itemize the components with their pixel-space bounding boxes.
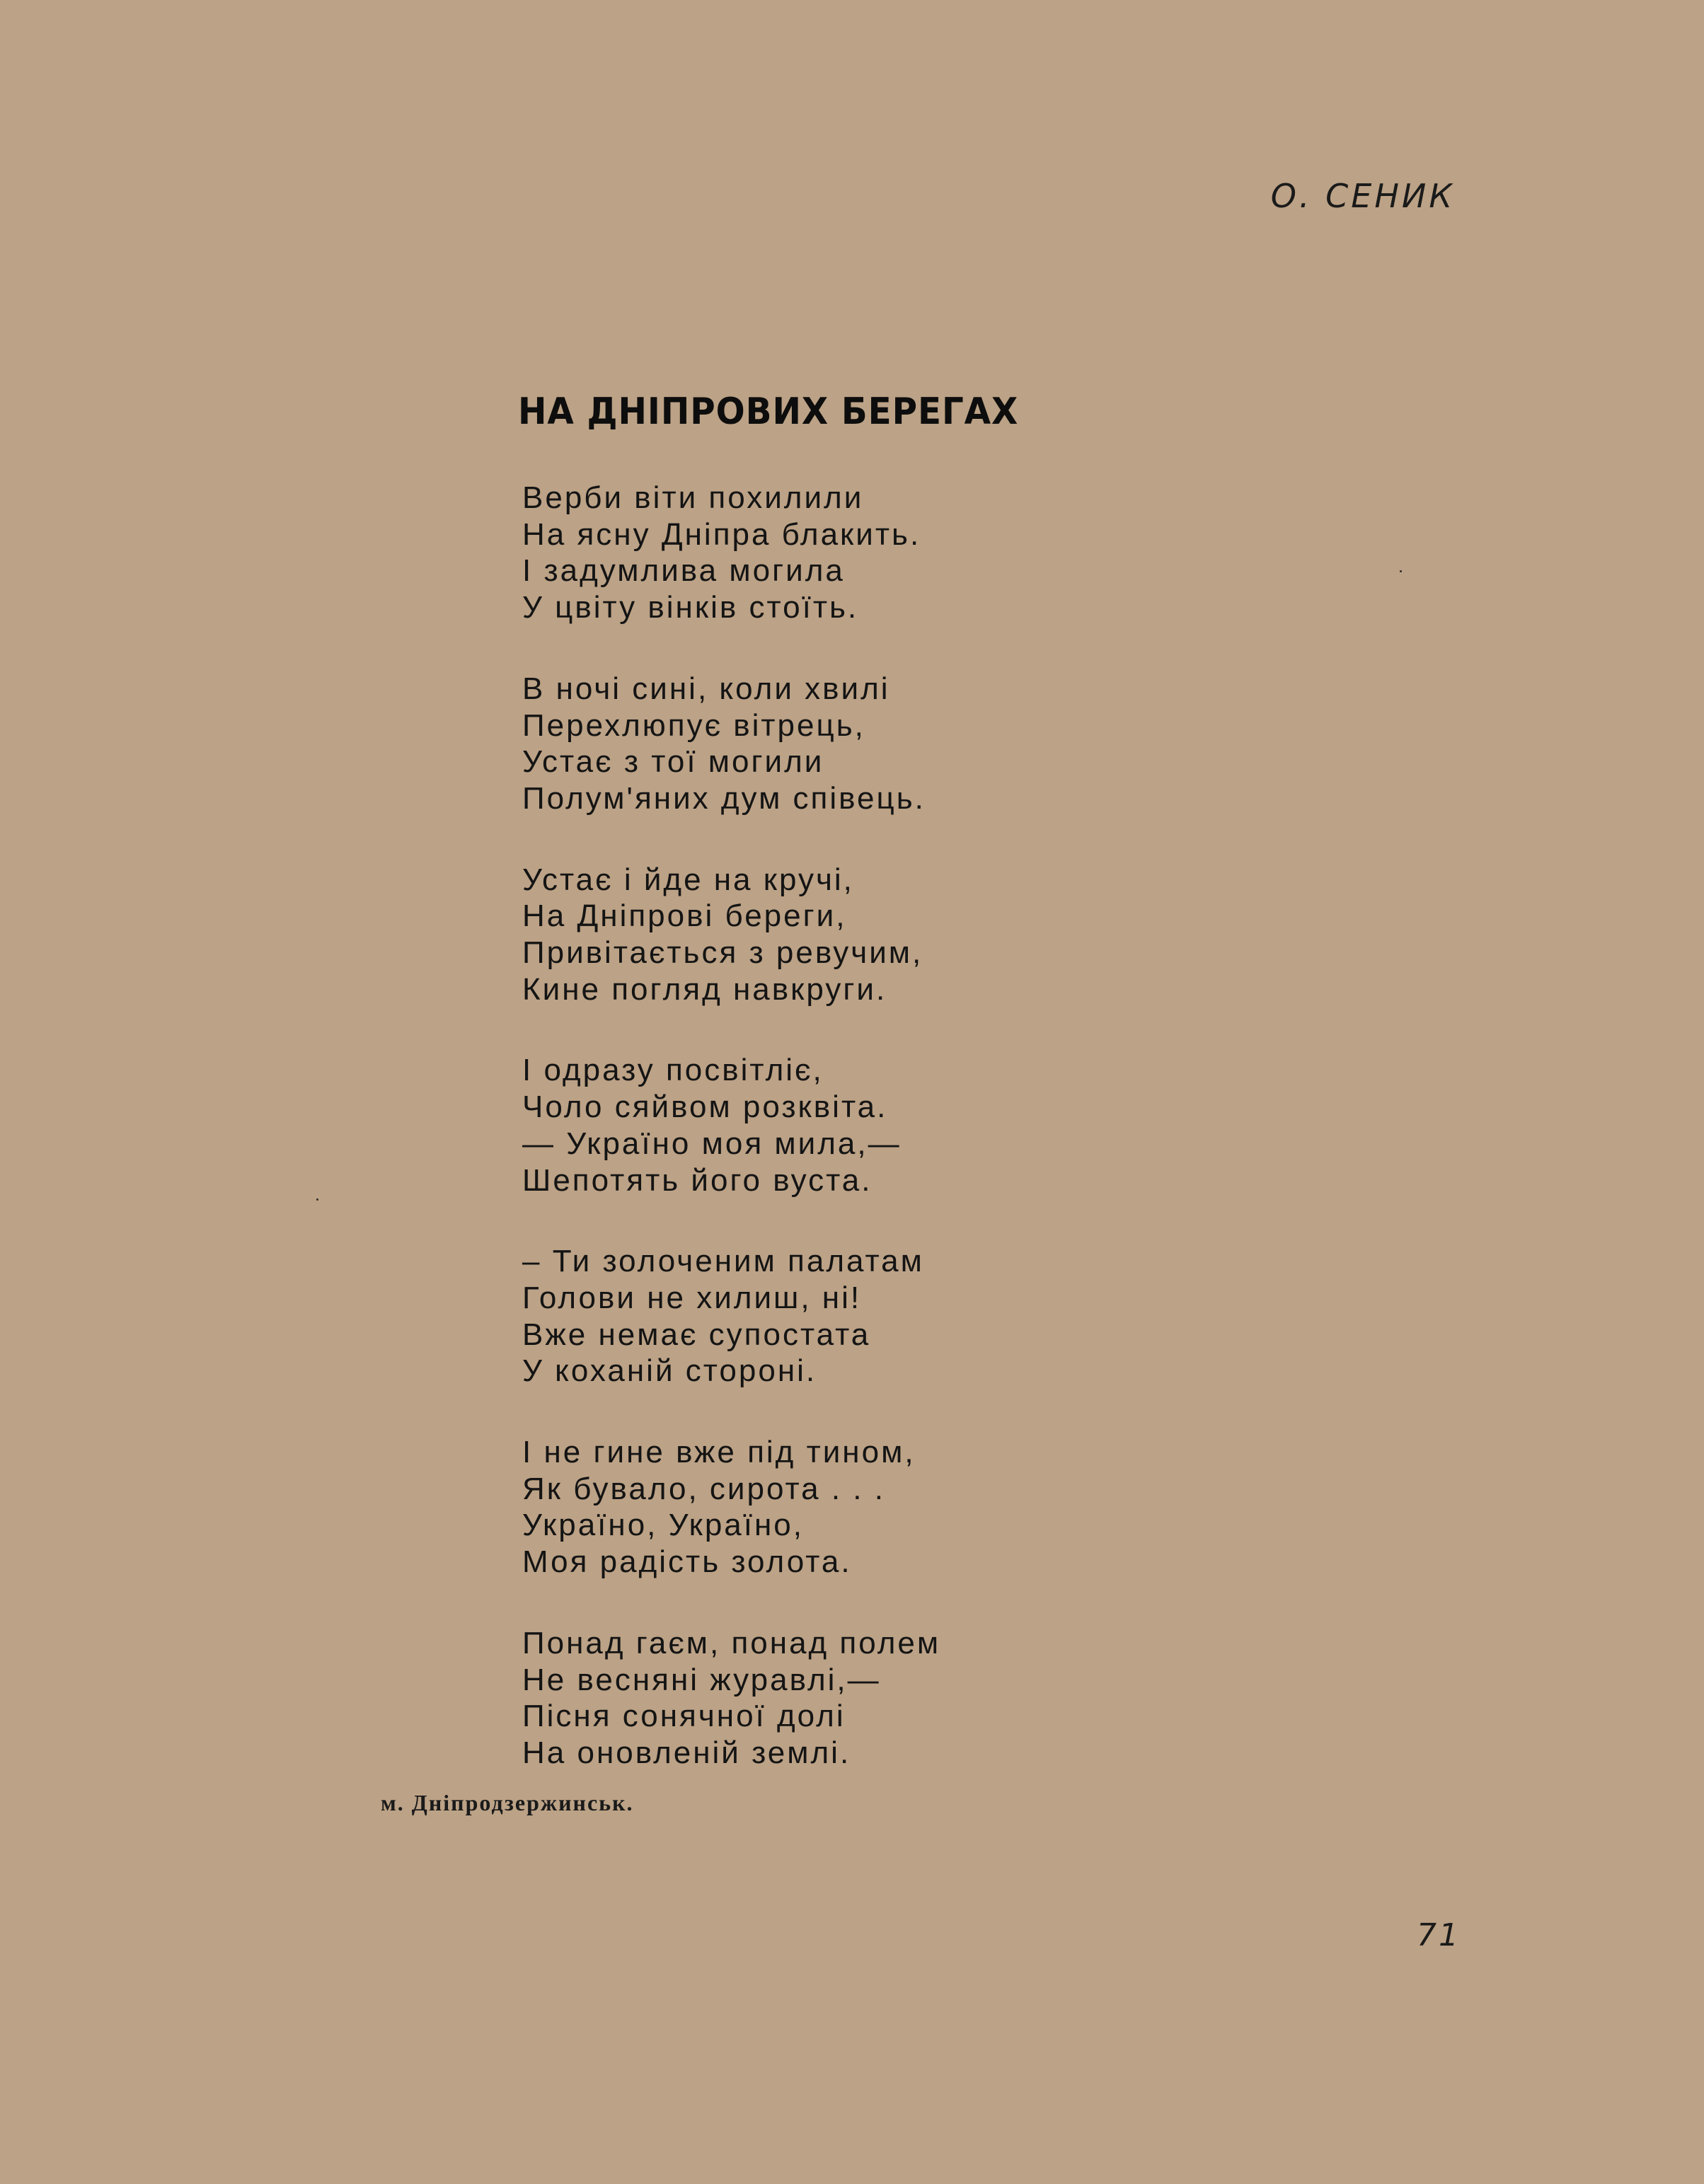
stanza-5 <box>522 1243 1301 1389</box>
poem-line: І не гине вже під тином, <box>522 1435 916 1470</box>
stanza-3 <box>522 862 1301 1008</box>
print-speck <box>316 1198 318 1201</box>
poem-line: Привітається з ревучим, <box>522 935 923 971</box>
stanza-6 <box>522 1434 1301 1581</box>
stanza-1 <box>522 480 1301 626</box>
poem-line: Пісня сонячної долі <box>522 1699 846 1734</box>
poem-line: На Дніпрові береги, <box>522 899 847 934</box>
poem-title: НА ДНІПРОВИХ БЕРЕГАХ <box>518 391 1019 433</box>
author-name: О. СЕНИК <box>1270 177 1455 215</box>
poem-line: Чоло сяйвом розквіта. <box>522 1090 888 1125</box>
stanza-7 <box>522 1625 1301 1772</box>
poem-line: Не весняні журавлі,— <box>522 1662 881 1697</box>
poem-line: І задумлива могила <box>522 553 845 589</box>
poem-line: – Ти золоченим палатам <box>522 1244 924 1279</box>
poem-line: Перехлюпує вітрець, <box>522 707 865 743</box>
poem-body <box>522 480 1301 1772</box>
page-number: 71 <box>1417 1917 1461 1953</box>
poem-line: Устає і йде на кручі, <box>522 862 854 897</box>
poem-line: Устає з тої могили <box>522 744 824 780</box>
poem-line: У цвіту вінків стоїть. <box>522 590 859 625</box>
poem-line: Вже немає супостата <box>522 1317 871 1352</box>
poem-line: — Україно моя мила,— <box>522 1126 902 1161</box>
poem-line: В ночі сині, коли хвилі <box>522 671 890 706</box>
poem-line: Моя радість золота. <box>522 1544 852 1580</box>
poem-line: На ясну Дніпра блакить. <box>522 516 921 552</box>
poem-line: У коханій стороні. <box>522 1353 817 1389</box>
poem-line: Шепотять його вуста. <box>522 1162 873 1198</box>
stanza-4 <box>522 1052 1301 1198</box>
print-speck <box>1400 570 1402 572</box>
place-of-writing: м. Дніпродзержинськ. <box>381 1790 634 1815</box>
poem-line: На оновленій землі. <box>522 1735 851 1770</box>
poem-line: І одразу посвітліє, <box>522 1053 824 1088</box>
poem-line: Як бувало, сирота . . . <box>522 1471 885 1506</box>
poem-line: Україно, Україно, <box>522 1508 804 1543</box>
poem-line: Понад гаєм, понад полем <box>522 1625 941 1660</box>
stanza-2 <box>522 671 1301 817</box>
poem-line: Голови не хилиш, ні! <box>522 1280 862 1315</box>
poem-line: Верби віти похилили <box>522 480 864 515</box>
poem-line: Кине погляд навкруги. <box>522 971 887 1007</box>
poem-line: Полум'яних дум співець. <box>522 780 926 816</box>
